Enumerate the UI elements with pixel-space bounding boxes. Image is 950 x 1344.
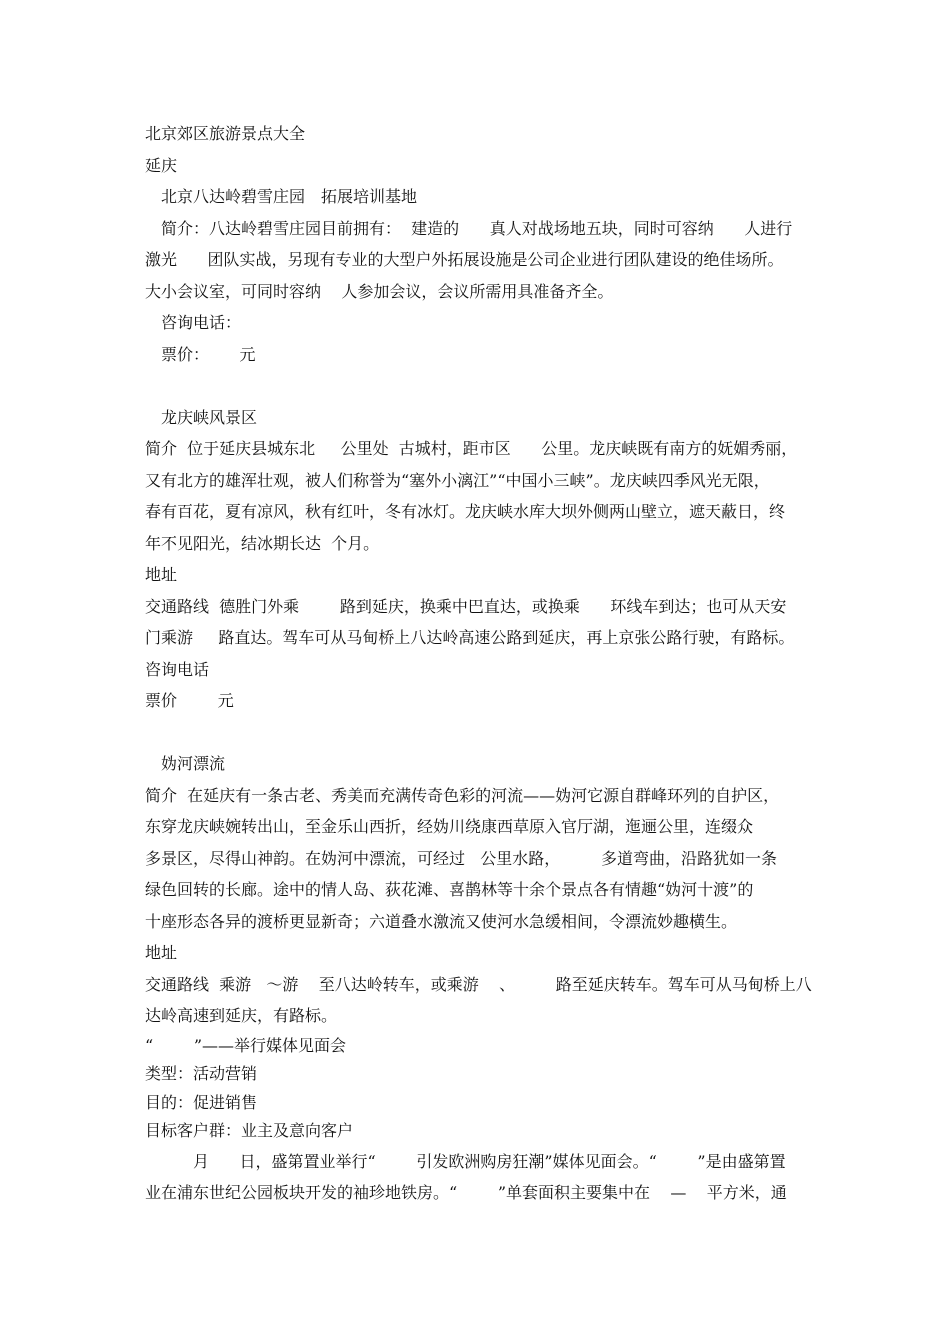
section-text-line: 春有百花，夏有凉风，秋有红叶，冬有冰灯。龙庆峡水库大坝外侧两山壁立，遮天蔽日，终 [145,502,786,521]
purpose-label: 目的：促进销售 [145,1092,258,1112]
region-heading: 延庆 [145,155,178,175]
section-text-line: 业在浦东世纪公园板块开发的袖珍地铁房。“ ”单套面积主要集中在 — 平方米，通 [145,1183,787,1202]
document-title: 北京郊区旅游景点大全 [145,124,306,143]
section-text-line: 简介 在延庆有一条古老、秀美而充满传奇色彩的河流——妫河它源自群峰环列的自护区， [145,785,780,805]
section-heading: 龙庆峡风景区 [161,407,258,427]
spacer [145,717,855,749]
section-text-line: 大小会议室，可同时容纳 人参加会议，会议所需用具准备齐全。 [145,281,614,301]
section-heading: “ ”——举行媒体见面会 [145,1035,347,1055]
section-text-line: 简介 位于延庆县城东北 公里处 古城村，距市区 公里。龙庆峡既有南方的妩媚秀丽， [145,439,798,458]
document-page [145,118,855,1209]
address-label: 地址 [145,943,178,962]
section-text-line: 东穿龙庆峡婉转出山，至金乐山西折，经妫川绕康西草原入官厅湖，迤逦公里，连缀众 [145,817,754,836]
traffic-line: 达岭高速到延庆，有路标。 [145,1006,338,1025]
address-label: 地址 [145,565,178,584]
section-text-line: 激光 团队实战，另现有专业的大型户外拓展设施是公司企业进行团队建设的绝佳场所。 [145,250,784,269]
section-text-line: 年不见阳光，结冰期长达 个月。 [145,533,380,553]
section-text-line: 简介：八达岭碧雪庄园目前拥有： 建造的 真人对战场地五块，同时可容纳 人进行 [161,218,793,238]
traffic-line: 交通路线 乘游 ～游 至八达岭转车，或乘游 、 路至延庆转车。驾车可从马甸桥上八 [145,974,812,994]
phone-label: 咨询电话 [145,659,210,679]
traffic-line: 门乘游 路直达。驾车可从马甸桥上八达岭高速公路到延庆，再上京张公路行驶，有路标。 [145,628,795,647]
section-heading: 北京八达岭碧雪庄园 拓展培训基地 [161,187,418,206]
price-label: 票价 元 [145,691,234,710]
section-text-line: 多景区，尽得山神韵。在妫河中漂流，可经过 公里水路， 多道弯曲，沿路犹如一条 [145,848,777,868]
spacer [145,370,855,402]
section-text-line: 十座形态各异的渡桥更显新奇；六道叠水激流又使河水急缓相间，令漂流妙趣横生。 [145,911,738,931]
section-text-line: 绿色回转的长廊。途中的情人岛、荻花滩、喜鹊林等十余个景点各有情趣“妫河十渡”的 [145,880,754,899]
traffic-line: 交通路线 德胜门外乘 路到延庆，换乘中巴直达，或换乘 环线车到达；也可从天安 [145,596,787,616]
section-text-line: 月 日，盛第置业举行“ 引发欧洲购房狂潮”媒体见面会。“ ”是由盛第置 [193,1151,786,1171]
section-text-line: 又有北方的雄浑壮观，被人们称誉为“塞外小漓江”“中国小三峡”。龙庆峡四季风光无限， [145,470,770,490]
price-label: 票价： 元 [161,344,256,364]
section-heading: 妫河漂流 [161,754,226,773]
type-label: 类型：活动营销 [145,1064,258,1083]
audience-label: 目标客户群：业主及意向客户 [145,1121,354,1140]
phone-label: 咨询电话： [161,313,242,332]
